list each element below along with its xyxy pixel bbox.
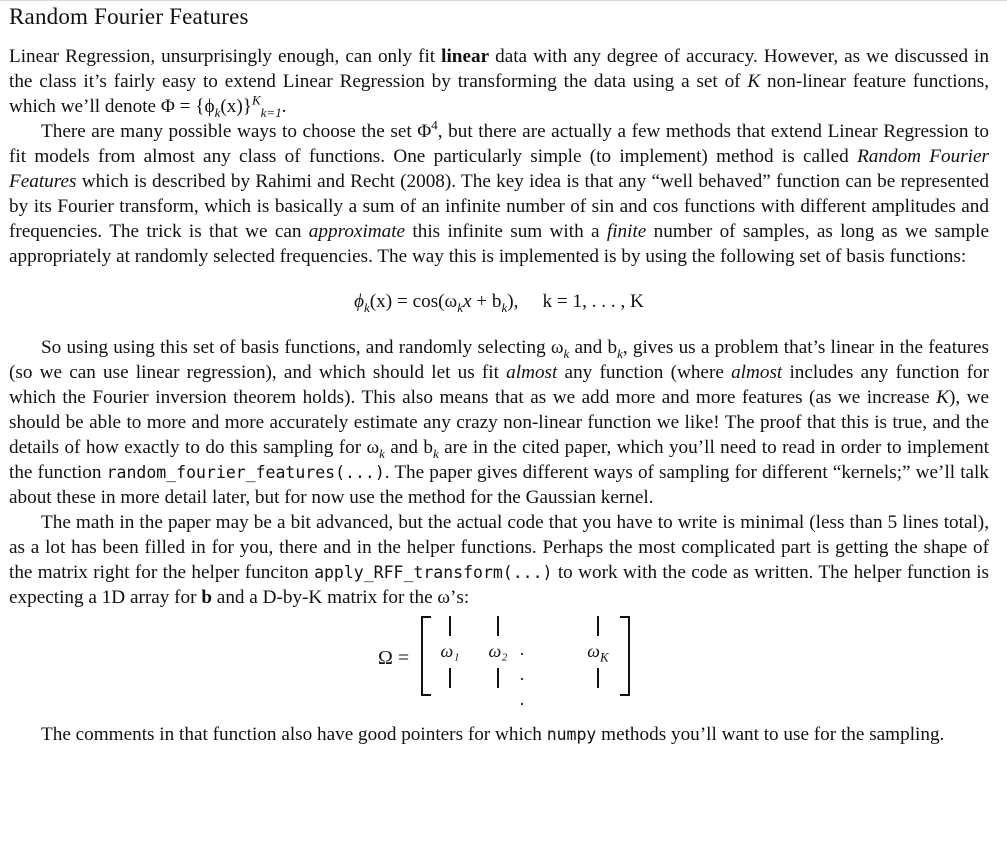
paragraph-comments: The comments in that function also have good pointers for which numpy methods you’ll want to use for the sampling. bbox=[41, 724, 945, 745]
paragraph-methods: There are many possible ways to choose the set $\Phi^4$, but there are actually a few methods that extend Linear Regression to fit models from almost any class of functions. One particularly simple (to implement) method is called Random Fourier Features which is described by Rahimi and Recht (2008). The key idea is that any “well behaved” function can be represented by its Fourier transform, which is basically a sum of an infinite number of sin and cos functions with different amplitudes and frequencies. The trick is that we can approximate this infinite sum with a finite number of samples, as long as we sample appropriately at randomly selected frequencies. The way this is implemented is by using the following set of basis functions: bbox=[9, 117, 989, 267]
omega-matrix-block bbox=[9, 610, 989, 722]
matrix-lhs: Ω = bbox=[378, 647, 410, 669]
code-random-fourier-features: random_fourier_features(...) bbox=[106, 463, 385, 482]
omega-k-label: $\omega_K$ bbox=[587, 641, 609, 665]
matrix-column-1 bbox=[438, 616, 462, 688]
paragraph-features: So using using this set of basis functions, and randomly selecting $\omega_k$ and $b_k$, gives us a problem that’s linear in the features (so we can use linear regression), and which should let us fit almost any function (where almost includes any function for which the Fourier inversion theorem holds). This also means that as we add more and more features (as we increase K), we should be able to more and more accurately estimate any crazy non-linear function we like! The proof that this is true, and the details of how exactly to do this sampling for $\omega_k$ and $b_k$ are in the cited paper, which you’ll need to read in order to implement the function random_fourier_features(...). The paper gives different ways of sampling for different “kernels;” we’ll talk about these in more detail later, but for now use the method for the Gaussian kernel. bbox=[9, 337, 990, 508]
paragraph-helper: The math in the paper may be a bit advanced, but the actual code that you have to write is minimal (less than 5 lines total), as a lot has been filled in for you, there and in the helper functions. Perhaps the most complicated part is getting the shape of the matrix right for the helper funciton apply_RFF_transform(...) to work with the code as written. The helper function is expecting a 1D array for b and a D-by-K matrix for the ω’s: bbox=[9, 512, 989, 608]
matrix-ellipsis: · · · bbox=[519, 644, 525, 714]
basis-equation: $\phi_k(x) = \cos(\omega_kx + b_k)$, k = 1, . . . , K bbox=[354, 291, 644, 315]
matrix-column-2 bbox=[486, 616, 510, 688]
left-bracket bbox=[421, 616, 431, 696]
document-body bbox=[9, 44, 989, 747]
paragraph-intro: Linear Regression, unsurprisingly enough, can only fit linear data with any degree of accuracy. However, as we discussed in the class it’s fairly easy to extend Linear Regression by transforming the data using a set of K non-linear feature functions, which we’ll denote $\Phi = \{\phi_k(x)\}^K_{k=1}$. bbox=[9, 46, 989, 120]
code-apply-rff-transform: apply_RFF_transform(...) bbox=[314, 563, 553, 582]
matrix-column-k bbox=[586, 616, 610, 688]
code-numpy: numpy bbox=[546, 725, 597, 744]
right-bracket bbox=[620, 616, 630, 696]
section-title: Random Fourier Features bbox=[9, 4, 249, 29]
top-divider bbox=[0, 0, 1007, 1]
omega-2-label: ω₂ bbox=[488, 641, 508, 661]
omega-1-label: ω₁ bbox=[440, 641, 460, 661]
